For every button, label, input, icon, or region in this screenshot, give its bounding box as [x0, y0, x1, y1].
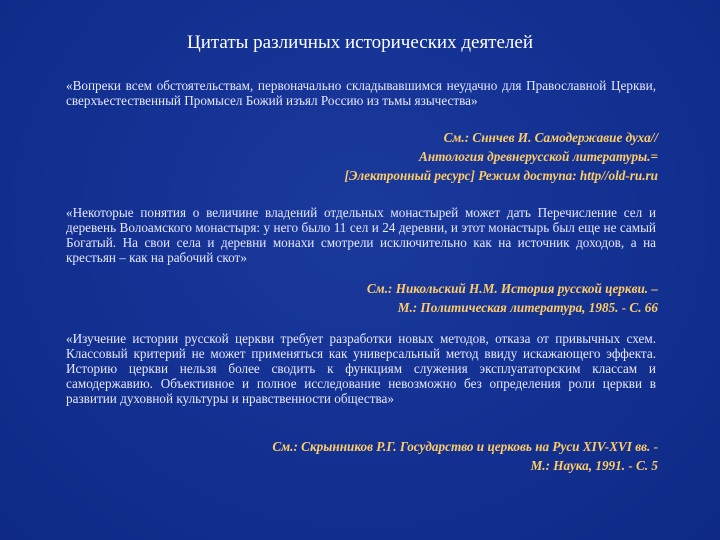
source-line: М.: Наука, 1991. - С. 5: [530, 458, 658, 473]
quote-source: [98, 128, 658, 185]
quote-text: «Изучение истории русской церкви требует разработки новых методов, отказа от привычных схем. Классовый критерий не может применяться как универсальный метод ввиду искажающего эффекта. Историю церкви нельзя более сводить к функциям служения эксплуататорским классам и самодержавию. Объективное и полное исследование невозможно без определения роли церкви в развитии духовной культуры и нравственности общества»: [66, 331, 656, 406]
source-line: [Электронный ресурс] Режим доступа: http//old-ru.ru: [344, 168, 658, 183]
quote-source: [98, 437, 658, 475]
quote-text: «Вопреки всем обстоятельствам, первоначально складывавшимся неудачно для Православной Церкви, сверхъестественный Промысел Божий изъял Россию из тьмы язычества»: [66, 78, 656, 108]
source-line: См.: Сннчев И. Самодержавие духа//: [443, 130, 658, 145]
quote-source: [98, 279, 658, 317]
source-line: М.: Политическая литература, 1985. - С. 66: [397, 300, 658, 315]
source-line: См.: Никольский Н.М. История русской церкви. –: [366, 281, 658, 296]
quote-text: «Некоторые понятия о величине владений отдельных монастырей может дать Перечисление сел и деревень Волоамского монастыря: у него было 11 сел и 24 деревни, и этот монастырь был еще не самый Богатый. На свои села и деревни монахи смотрели исключительно как на источник доходов, а на крестьян – как на рабочий скот»: [66, 205, 656, 265]
slide-title: Цитаты различных исторических деятелей: [186, 32, 534, 53]
source-line: См.: Скрынников Р.Г. Государство и церковь на Руси XIV-XVI вв. -: [272, 439, 658, 454]
source-line: Антология древнерусской литературы.=: [419, 149, 658, 164]
